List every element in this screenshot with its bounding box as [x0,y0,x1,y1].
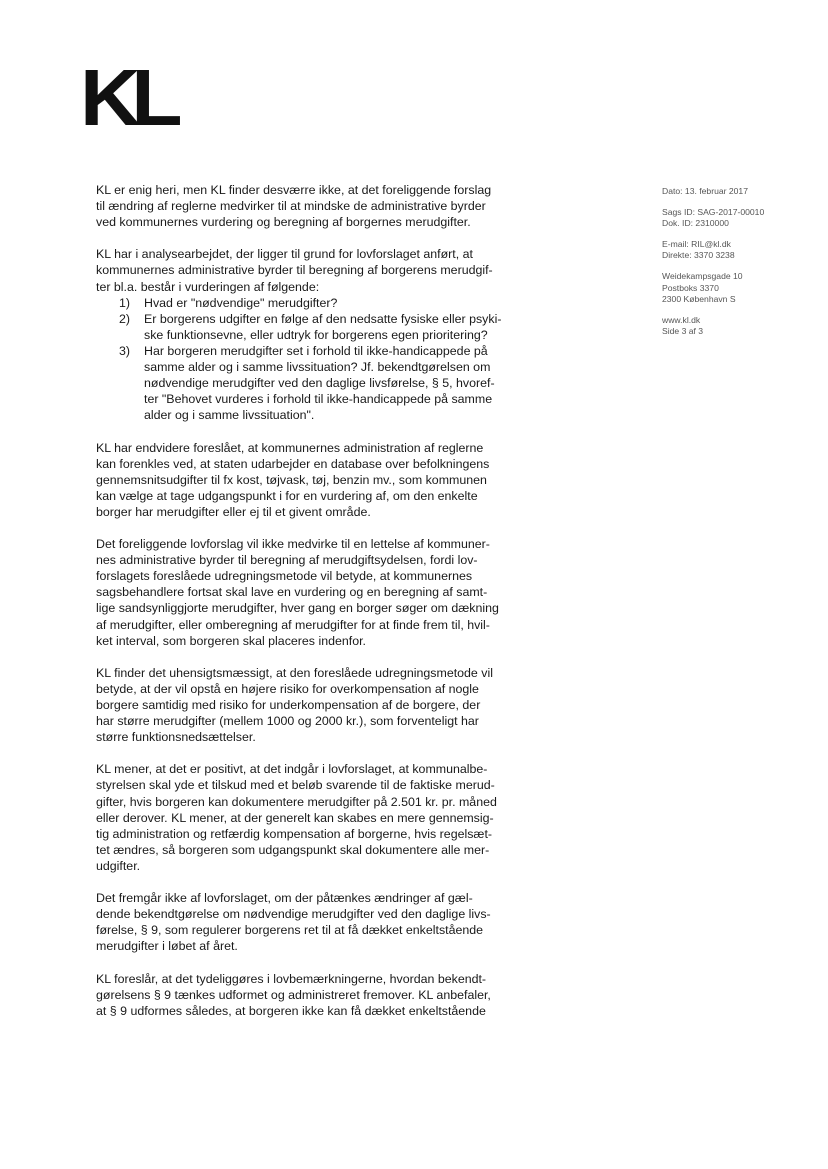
text-line: sagsbehandlere fortsat skal lave en vurdering og en beregning af samt- [96,585,488,600]
text-line: merudgifter i løbet af året. [96,939,238,954]
text-line: kan forenkles ved, at staten udarbejder en database over befolkningens [96,456,490,471]
text-line: samme alder og i samme livssituation? Jf. bekendtgørelsen om [144,360,491,375]
text-line: borgere samtidig med risiko for underkompensation af de borgere, der [96,698,481,712]
text-line: eller derover. KL mener, at der generelt kan skabes en mere gennemsig- [96,810,494,825]
text-line: af merudgifter, eller omberegning af merudgifter for at finde frem til, hvil- [96,617,490,632]
text-line: dende bekendtgørelse om nødvendige merudgifter ved den daglige livs- [96,907,491,922]
text-line: har større merudgifter (mellem 1000 og 2000 kr.), som forventeligt har [96,714,479,729]
paragraph [96,890,544,954]
text-line: gifter, hvis borgeren kan dokumentere merudgifter på 2.501 kr. pr. måned [96,794,497,809]
text-line: lige sandsynliggjorte merudgifter, hver gang en borger søger om dækning [96,601,499,616]
text-line: kommunernes administrative byrder til beregning af borgerens merudgif- [96,263,493,278]
paragraph [96,761,544,874]
email: E-mail: RIL@kl.dk [662,238,731,249]
text-line: tig administration og retfærdig kompensation af borgerne, hvis regelsæt- [96,826,493,841]
text-line: udgifter. [96,858,141,873]
web-group [662,315,812,338]
kl-logo: KL [80,53,174,142]
case-id: Sags ID: SAG-2017-00010 [662,206,765,217]
text-line: borger har merudgifter eller ej til et givent område. [96,504,371,519]
list-item [119,343,544,423]
text-line: ket interval, som borgeren skal placeres indenfor. [96,633,366,648]
paragraph [96,182,544,230]
text-line: KL mener, at det er positivt, at det indgår i lovforslaget, at kommunalbe- [96,762,488,777]
text-line: ske funktionsevne, eller udtryk for borgerens egen prioritering? [144,327,488,342]
text-line: Har borgeren merudgifter set i forhold til ikke-handicappede på [144,343,488,358]
paragraph [96,665,544,745]
text-line: nødvendige merudgifter ved den daglige livsførelse, § 5, hvoref- [144,376,495,391]
list-number: 2) [119,311,131,326]
text-line: kan vælge at tage udgangspunkt i for en vurdering af, om den enkelte [96,488,478,503]
address-group [662,271,812,306]
id-group [662,207,812,230]
list-number: 1) [119,295,131,310]
text-line: tet ændres, så borgeren som udgangspunkt skal dokumentere alle mer- [96,842,490,857]
text-line: ter "Behovet vurderes i forhold til ikke-handicappede på samme [144,392,493,407]
list-number: 3) [119,343,131,358]
paragraph-with-list [96,246,544,423]
address-line: Weidekampsgade 10 [662,270,743,281]
text-line: Det fremgår ikke af lovforslaget, om der påtænkes ændringer af gæl- [96,891,473,906]
numbered-list [96,295,544,424]
address-line: 2300 København S [662,294,736,305]
text-line: KL finder det uhensigtsmæssigt, at den foreslåede udregningsmetode vil [96,665,493,680]
text-line: ter bl.a. består i vurderingen af følgende: [96,279,320,294]
list-item [119,295,544,311]
address-line: Postboks 3370 [662,282,719,293]
letter-body [96,182,544,1035]
text-line: Er borgerens udgifter en følge af den nedsatte fysiske eller psyki- [144,311,502,326]
text-line: betyde, at der vil opstå en højere risiko for overkompensation af nogle [96,681,479,696]
text-line: gennemsnitsudgifter til fx kost, tøjvask, tøj, benzin mv., som kommunen [96,472,487,487]
text-line: nes administrative byrder til beregning af merudgiftsydelsen, fordi lov- [96,553,478,568]
text-line: styrelsen skal yde et tilskud med et beløb svarende til de faktiske merud- [96,778,495,793]
text-line: at § 9 udformes således, at borgeren ikke kan få dækket enkeltstående [96,1003,486,1018]
text-line: større funktionsnedsættelser. [96,730,256,745]
list-item [119,311,544,343]
text-line: ved kommunernes vurdering og beregning af borgernes merudgifter. [96,215,471,230]
text-line: alder og i samme livssituation". [144,408,315,423]
document-metadata [662,186,812,347]
website: www.kl.dk [662,314,701,325]
text-line: til ændring af reglerne medvirker til at mindske de administrative byrder [96,199,486,214]
text-line: KL er enig heri, men KL finder desværre ikke, at det foreliggende forslag [96,183,492,197]
date: Dato: 13. februar 2017 [662,186,748,196]
text-line: Hvad er "nødvendige" merudgifter? [144,295,338,310]
paragraph [96,536,544,649]
paragraph [96,971,544,1019]
text-line: førelse, § 9, som regulerer borgerens ret til at få dækket enkeltstående [96,923,484,938]
direct-phone: Direkte: 3370 3238 [662,250,735,261]
text-line: Det foreliggende lovforslag vil ikke medvirke til en lettelse af kommuner- [96,537,490,552]
paragraph [96,440,544,520]
date-group [662,186,812,198]
text-line: gørelsens § 9 tænkes udformet og administreret fremover. KL anbefaler, [96,987,491,1002]
text-line: KL har endvidere foreslået, at kommunernes administration af reglerne [96,440,484,455]
text-line: KL foreslår, at det tydeliggøres i lovbemærkningerne, hvordan bekendt- [96,971,487,986]
text-line: KL har i analysearbejdet, der ligger til grund for lovforslaget anført, at [96,247,473,262]
contact-group [662,239,812,262]
text-line: forslagets foreslåede udregningsmetode vil betyde, at kommunernes [96,569,473,584]
page-number: Side 3 af 3 [662,326,704,337]
doc-id: Dok. ID: 2310000 [662,218,729,229]
